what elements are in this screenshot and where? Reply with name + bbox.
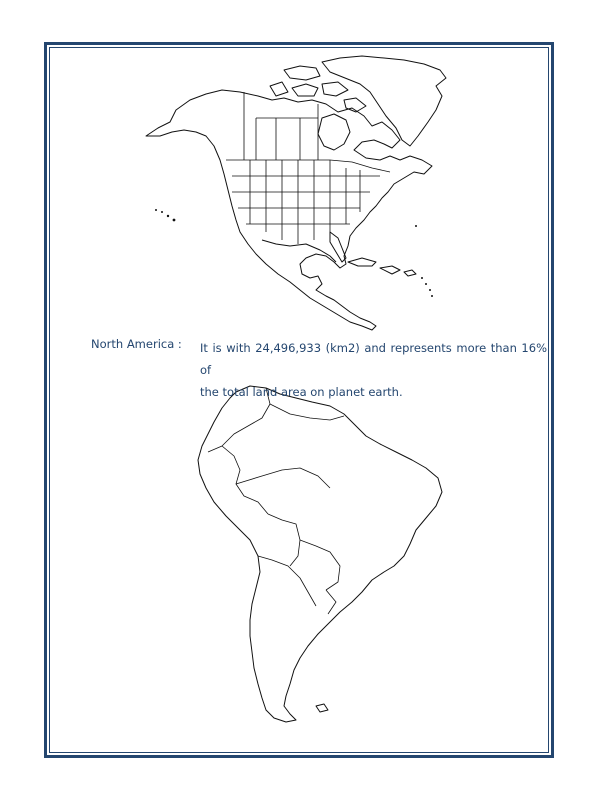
- greenland-outline: [322, 56, 446, 146]
- south-america-country-lines: [208, 388, 344, 614]
- hawaii-islands-dots: [155, 209, 175, 221]
- south-america-outline: [198, 386, 442, 722]
- caribbean-islands-outline: [348, 258, 416, 276]
- florida-outline: [330, 232, 346, 262]
- region-description-line-2: the total land area on planet earth.: [200, 385, 403, 399]
- state-province-lines: [226, 92, 390, 244]
- lesser-antilles-dots: [415, 225, 433, 297]
- region-label: North America :: [91, 337, 182, 351]
- mexico-gulf-outline: [262, 240, 336, 262]
- hudson-bay-outline: [318, 114, 350, 150]
- north-america-mainland-outline: [146, 90, 432, 330]
- falkland-islands-outline: [316, 704, 328, 712]
- region-description: [200, 337, 547, 403]
- region-description-line-1: It is with 24,496,933 (km2) and represents more than 16% of: [200, 341, 547, 377]
